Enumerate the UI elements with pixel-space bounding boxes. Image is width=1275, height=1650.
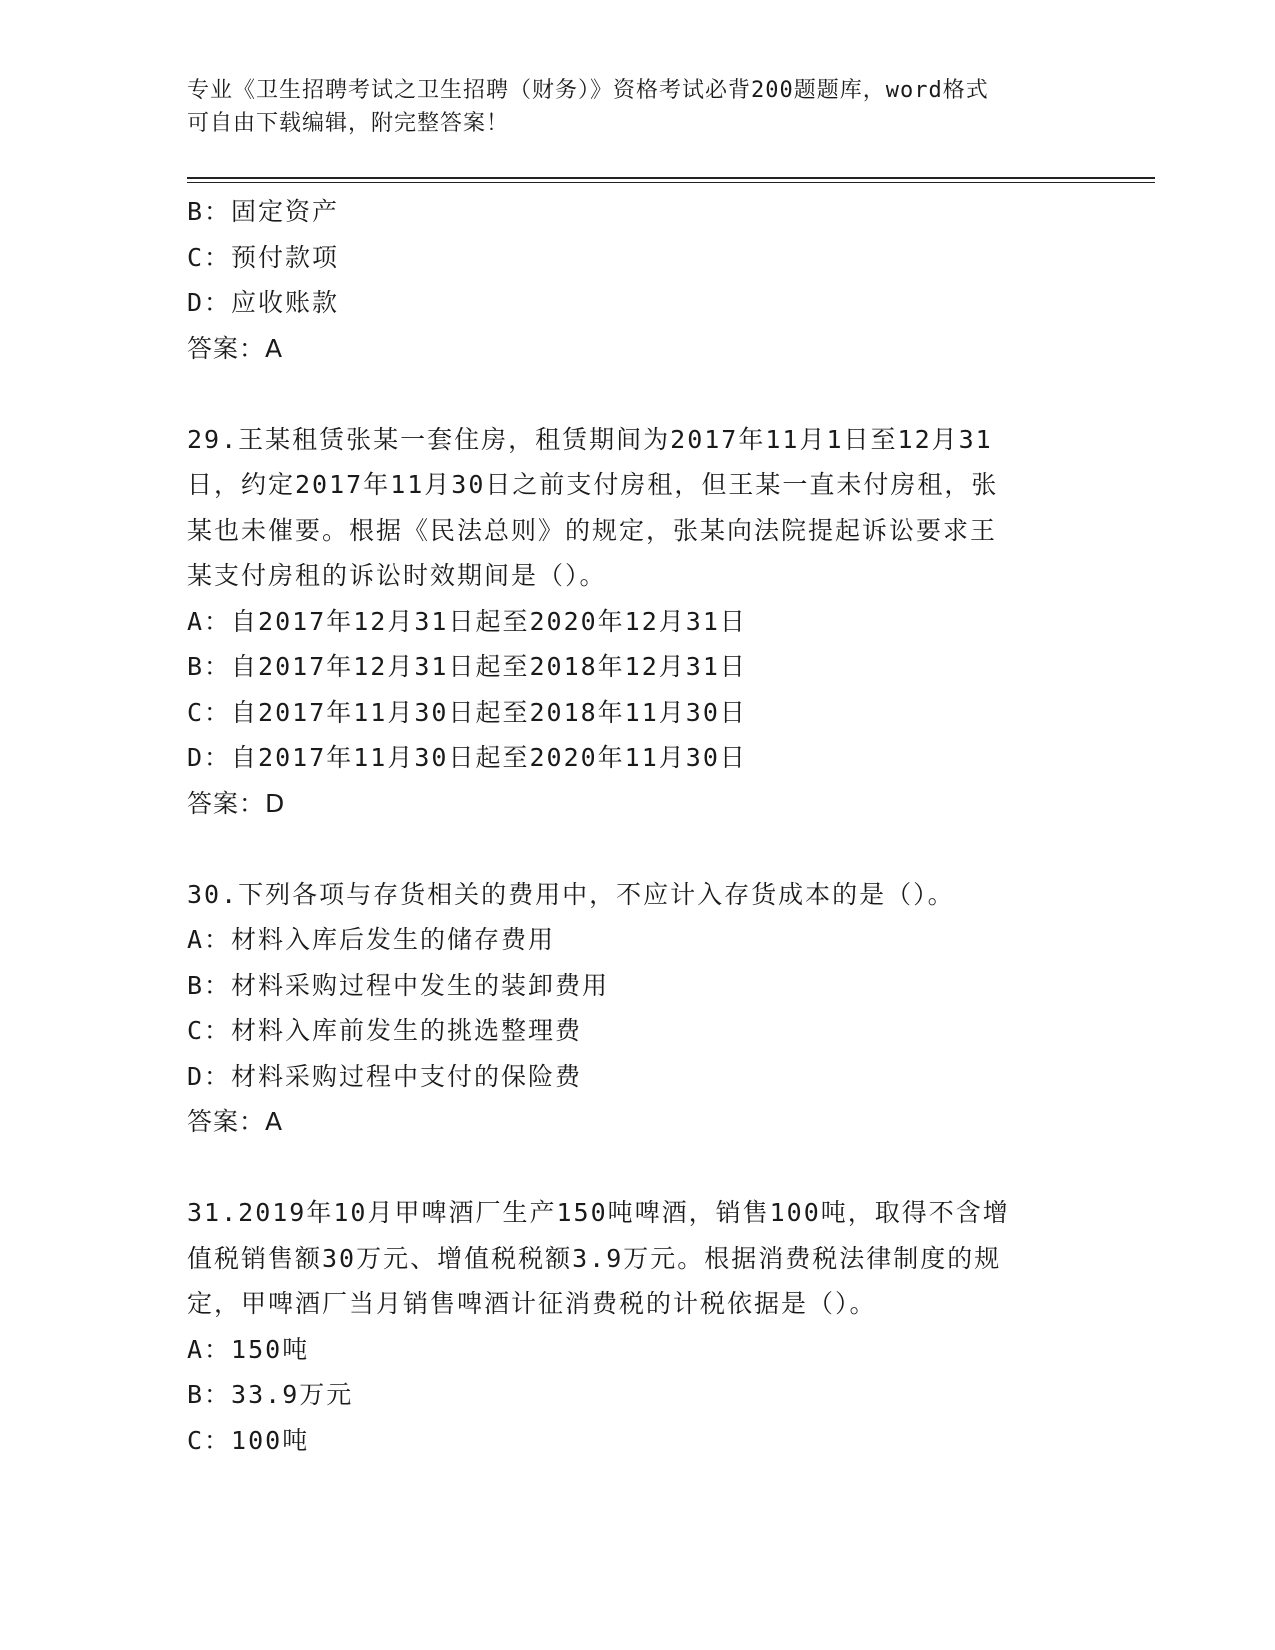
- answer-line: 答案：D: [187, 788, 286, 818]
- header-line-1: 专业《卫生招聘考试之卫生招聘（财务）》资格考试必背200题题库，word格式: [187, 78, 989, 103]
- header-divider-thick: [187, 177, 1155, 179]
- option-c: C：自2017年11月30日起至2018年11月30日: [187, 697, 747, 727]
- document-header: [187, 74, 1087, 140]
- option-b: B：自2017年12月31日起至2018年12月31日: [187, 652, 747, 681]
- option-b: B：固定资产: [187, 197, 340, 226]
- question-spacer: [187, 371, 1087, 417]
- option-c: C：材料入库前发生的挑选整理费: [187, 1016, 583, 1045]
- option-c: C：100吨: [187, 1425, 310, 1455]
- header-divider-thin: [187, 182, 1155, 183]
- option-c: C：预付款项: [187, 242, 340, 272]
- question-stem-line: 31.2019年10月甲啤酒厂生产150吨啤酒，销售100吨，取得不含增: [187, 1198, 1010, 1227]
- answer-line: 答案：A: [187, 1107, 284, 1136]
- question-31: [187, 1190, 1087, 1463]
- question-stem-line: 29.王某租赁张某一套住房，租赁期间为2017年11月1日至12月31: [187, 424, 993, 454]
- question-spacer: [187, 826, 1087, 872]
- option-d: D：自2017年11月30日起至2020年11月30日: [187, 743, 747, 772]
- question-stem-line: 某也未催要。根据《民法总则》的规定，张某向法院提起诉讼要求王: [187, 515, 998, 545]
- question-stem-line: 某支付房租的诉讼时效期间是（）。: [187, 561, 607, 590]
- question-28-continued: [187, 189, 1087, 371]
- question-stem-line: 30.下列各项与存货相关的费用中，不应计入存货成本的是（）。: [187, 879, 955, 909]
- option-a: A：150吨: [187, 1334, 310, 1364]
- question-stem-line: 定，甲啤酒厂当月销售啤酒计征消费税的计税依据是（）。: [187, 1289, 877, 1318]
- answer-line: 答案：A: [187, 333, 284, 363]
- option-b: B：33.9万元: [187, 1380, 354, 1409]
- question-stem-line: 值税销售额30万元、增值税税额3.9万元。根据消费税法律制度的规: [187, 1243, 1002, 1273]
- option-a: A：材料入库后发生的储存费用: [187, 925, 556, 954]
- option-b: B：材料采购过程中发生的装卸费用: [187, 970, 610, 1000]
- question-spacer: [187, 1145, 1087, 1191]
- header-line-2: 可自由下载编辑，附完整答案！: [187, 111, 510, 136]
- question-29: [187, 417, 1087, 827]
- document-body: [187, 189, 1087, 1463]
- option-d: D：材料采购过程中支付的保险费: [187, 1061, 583, 1091]
- option-a: A：自2017年12月31日起至2020年12月31日: [187, 606, 747, 636]
- option-d: D：应收账款: [187, 288, 340, 317]
- question-30: [187, 872, 1087, 1145]
- question-stem-line: 日，约定2017年11月30日之前支付房租，但王某一直未付房租，张: [187, 470, 999, 499]
